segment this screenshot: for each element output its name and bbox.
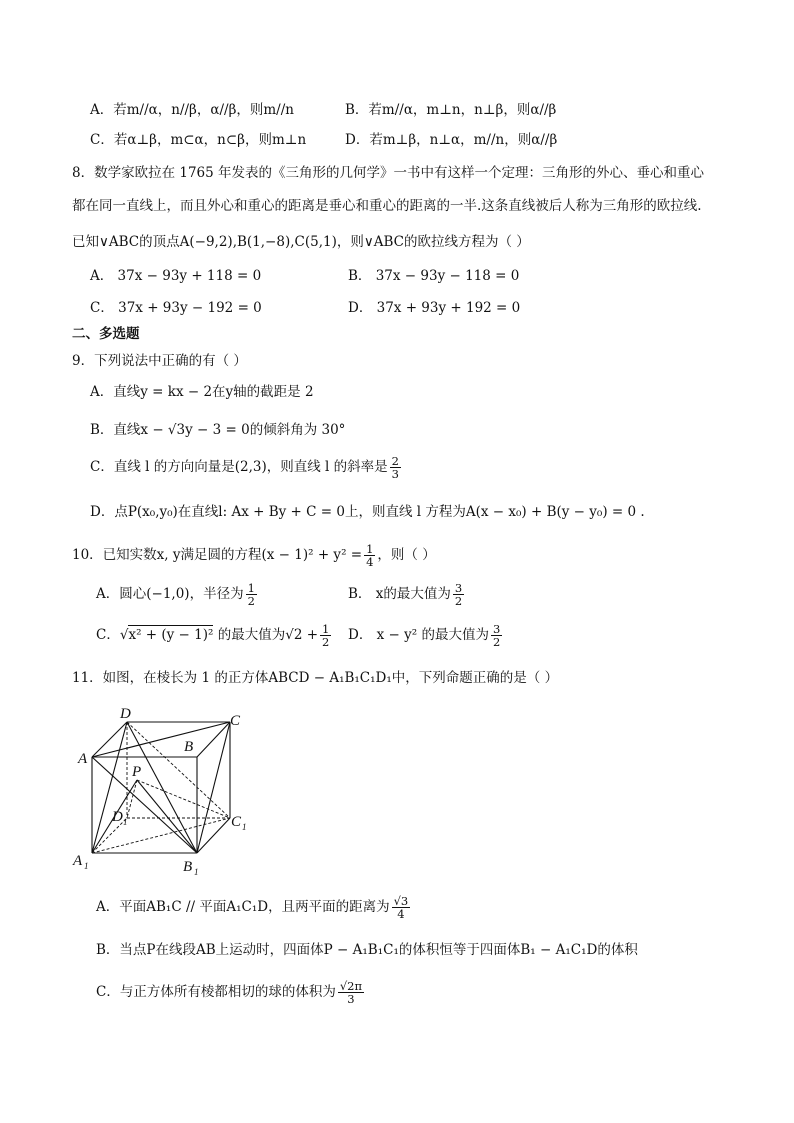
fraction-numerator: 1	[247, 581, 255, 595]
q7-option-c: C．若α⊥β，m⊂α，n⊂β，则m⊥n	[90, 132, 307, 148]
subscript-D1: 1	[123, 817, 128, 827]
segment-PB1	[137, 780, 197, 853]
q8-stem-line2: 都在同一直线上，而且外心和重心的距离是垂心和重心的距离的一半.这条直线被后人称为三角形的欧拉线.	[72, 198, 702, 214]
hidden-segment-PD1	[127, 780, 137, 818]
q10-option-d-text: D． x − y² 的最大值为	[348, 627, 489, 644]
q9-stem: 9．下列说法中正确的有（ ）	[72, 353, 247, 369]
fraction-denominator: 3	[391, 467, 399, 482]
fraction-numerator: 1	[322, 622, 330, 636]
q9-option-c-text: C．直线 l 的方向向量是(2,3)，则直线 l 的斜率是	[90, 459, 388, 476]
q8-option-a: A． 37x − 93y + 118 = 0	[90, 268, 262, 284]
fraction-numerator: 3	[492, 622, 501, 636]
vertex-label-D: D	[120, 706, 131, 722]
q10-option-c-radicand: x² + (y − 1)²	[128, 627, 214, 644]
fraction-denominator: 3	[347, 992, 355, 1007]
q10-option-c-fraction	[320, 623, 331, 648]
q10-stem-text: 10．已知实数x, y满足圆的方程(x − 1)² + y² =	[72, 547, 363, 564]
q10-option-d-fraction	[491, 623, 502, 648]
q10-option-c-label: C．	[96, 627, 120, 644]
diagonal-AB1	[92, 757, 197, 853]
q7-option-d: D．若m⊥β，n⊥α，m//n，则α//β	[345, 132, 558, 148]
vertex-label-A: A	[78, 751, 88, 767]
cube-figure	[70, 705, 260, 880]
vertex-label-D1: D	[112, 809, 123, 825]
diagonal-AC	[92, 722, 230, 757]
section-heading-multiple-choice: 二、多选题	[72, 326, 140, 342]
q10-option-a-fraction	[246, 582, 257, 607]
fraction-numerator: √2π	[339, 979, 363, 993]
q10-stem	[72, 543, 436, 568]
q8-option-d: D． 37x + 93y + 192 = 0	[348, 300, 521, 316]
q11-stem: 11．如图，在棱长为 1 的正方体ABCD − A₁B₁C₁D₁中，下列命题正确的是（ ）	[72, 670, 559, 686]
fraction-denominator: 2	[492, 635, 501, 650]
q10-option-a	[96, 582, 259, 607]
fraction-denominator: 2	[322, 635, 330, 650]
vertex-label-B: B	[184, 739, 194, 755]
q7-option-b: B．若m//α，m⊥n，n⊥β，则α//β	[345, 102, 557, 118]
subscript-B1: 1	[194, 867, 199, 877]
hidden-segment-PC1	[137, 780, 230, 818]
fraction-denominator: 2	[247, 594, 255, 609]
q11-option-a-text: A．平面AB₁C // 平面A₁C₁D，且两平面的距离为	[96, 899, 390, 916]
q9-option-d: D．点P(x₀,y₀)在直线l: Ax + By + C = 0上，则直线 l 方程为A(x − x₀) + B(y − y₀) = 0 .	[90, 504, 645, 520]
point-label-P: P	[132, 764, 142, 780]
q10-option-b	[348, 582, 466, 607]
q11-option-c-text: C．与正方体所有棱都相切的球的体积为	[96, 984, 336, 1001]
edge-AD	[92, 722, 127, 757]
diagonal-B1C	[197, 722, 230, 853]
fraction-numerator: √3	[393, 894, 409, 908]
fraction-numerator: 1	[366, 542, 374, 556]
q10-option-a-text: A．圆心(−1,0)，半径为	[96, 586, 244, 603]
q11-option-a	[96, 895, 412, 920]
q11-option-c	[96, 980, 366, 1005]
q8-stem-line3: 已知∨ABC的顶点A(−9,2),B(1,−8),C(5,1)，则∨ABC的欧拉线方程为（ ）	[72, 234, 530, 250]
q10-option-c-text: 的最大值为√2 +	[213, 627, 319, 644]
q10-option-b-fraction	[453, 582, 464, 607]
q10-option-b-text: B． x的最大值为	[348, 586, 451, 603]
fraction-denominator: 4	[397, 907, 405, 922]
vertex-label-C1: C	[231, 814, 242, 830]
q8-option-c: C． 37x + 93y − 192 = 0	[90, 300, 262, 316]
fraction-denominator: 4	[366, 555, 374, 570]
fraction-numerator: 2	[391, 454, 399, 468]
q10-option-c	[96, 623, 333, 648]
q10-stem-fraction	[364, 543, 375, 568]
q7-option-a: A．若m//α，n//β，α//β，则m//n	[90, 102, 294, 118]
subscript-A1: 1	[84, 861, 89, 871]
q11-option-a-fraction	[392, 895, 411, 920]
vertex-label-A1: A	[73, 853, 83, 869]
q10-stem-tail: ，则（ ）	[377, 547, 436, 564]
vertex-label-B1: B	[183, 859, 193, 875]
q11-option-b: B．当点P在线段AB上运动时，四面体P − A₁B₁C₁的体积恒等于四面体B₁ − A₁C₁D的体积	[96, 942, 638, 958]
q8-option-b: B． 37x − 93y − 118 = 0	[348, 268, 520, 284]
vertex-label-C: C	[230, 713, 241, 729]
fraction-denominator: 2	[454, 594, 463, 609]
radical-sign: √	[119, 627, 129, 644]
q9-option-b: B．直线x − √3y − 3 = 0的倾斜角为 30°	[90, 422, 346, 438]
q10-option-d	[348, 623, 504, 648]
q9-option-a: A．直线y = kx − 2在y轴的截距是 2	[90, 384, 314, 400]
subscript-C1: 1	[242, 822, 247, 832]
q11-option-c-fraction	[338, 980, 364, 1005]
q8-stem-line1: 8．数学家欧拉在 1765 年发表的《三角形的几何学》一书中有这样一个定理：三角形的外心、垂心和重心	[72, 165, 705, 181]
fraction-numerator: 3	[454, 581, 463, 595]
q9-option-c	[90, 455, 403, 480]
diagonal-DA1	[92, 722, 127, 853]
q9-option-c-fraction	[390, 455, 401, 480]
